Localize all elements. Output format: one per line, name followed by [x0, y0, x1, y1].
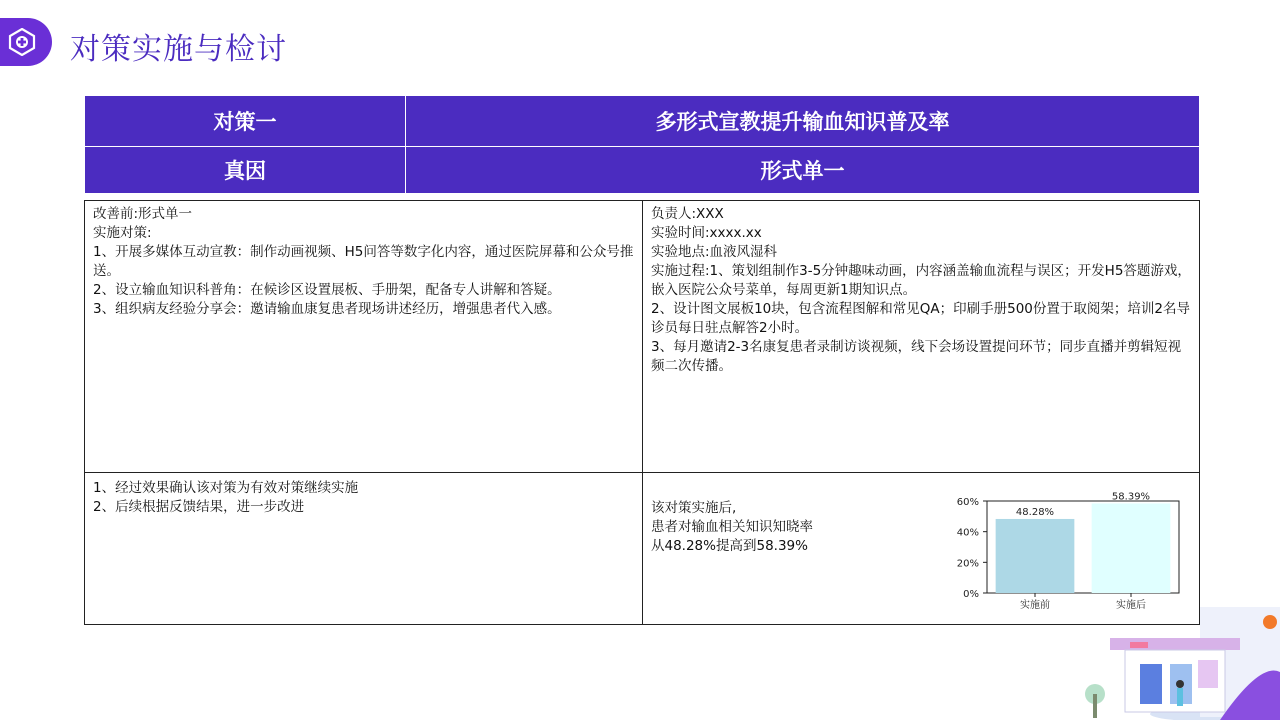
text-line: 改善前:形式单一: [93, 206, 193, 222]
row1-label: 对策一: [85, 96, 406, 147]
x-tick-label: 实施后: [1116, 600, 1146, 611]
text-line: 3、每月邀请2-3名康复患者录制访谈视频，线下会场设置提问环节；同步直播并剪辑短视频二次传播。: [651, 339, 1182, 374]
before-and-measures-cell: [85, 201, 643, 473]
text-line: 该对策实施后,: [651, 500, 737, 516]
y-tick-label: 20%: [956, 558, 979, 570]
body-grid: [84, 200, 1200, 625]
text-line: 患者对输血相关知识知晓率: [651, 519, 813, 535]
bar-chart: [939, 481, 1189, 616]
data-label: 58.39%: [1111, 491, 1151, 503]
logo-tab: [0, 18, 52, 66]
text-line: 实验地点:血液风湿科: [651, 244, 778, 260]
y-tick-label: 0%: [963, 589, 979, 600]
y-tick-label: 60%: [956, 497, 979, 508]
implementation-details-cell: [643, 201, 1200, 473]
page-title: 对策实施与检讨: [70, 32, 287, 67]
x-tick-label: 实施前: [1020, 600, 1050, 611]
text-line: 实施对策:: [93, 225, 152, 241]
text-line: 从48.28%提高到58.39%: [651, 538, 808, 554]
text-line: 2、后续根据反馈结果，进一步改进: [93, 499, 305, 515]
text-line: 实验时间:xxxx.xx: [651, 225, 762, 241]
row2-label: 真因: [85, 147, 406, 194]
text-line: 2、设计图文展板10块，包含流程图解和常见QA；印刷手册500份置于取阅架；培训2名导诊员每日驻点解答2小时。: [651, 301, 1190, 336]
y-tick-label: 40%: [956, 527, 979, 539]
review-cell: [85, 473, 643, 625]
bar: [996, 519, 1075, 593]
row1-value: 多形式宣教提升输血知识普及率: [406, 96, 1200, 147]
data-label: 48.28%: [1015, 506, 1055, 518]
hospital-illustration: [1070, 602, 1280, 720]
header-table: [84, 95, 1200, 194]
text-line: 3、组织病友经验分享会：邀请输血康复患者现场讲述经历，增强患者代入感。: [93, 301, 561, 317]
text-line: 1、经过效果确认该对策为有效对策继续实施: [93, 480, 359, 496]
text-line: 2、设立输血知识科普角：在候诊区设置展板、手册架，配备专人讲解和答疑。: [93, 282, 561, 298]
text-line: 实施过程:1、策划组制作3-5分钟趣味动画，内容涵盖输血流程与误区；开发H5答题游戏，嵌入医院公众号菜单，每周更新1期知识点。: [651, 263, 1191, 298]
text-line: 1、开展多媒体互动宣教：制作动画视频、H5问答等数字化内容，通过医院屏幕和公众号推送。: [93, 244, 634, 279]
bar-chart-container: [939, 481, 1189, 622]
row2-value: 形式单一: [406, 147, 1200, 194]
text-line: 负责人:XXX: [651, 206, 724, 222]
medical-cross-icon: [8, 28, 36, 56]
bar: [1092, 503, 1171, 593]
